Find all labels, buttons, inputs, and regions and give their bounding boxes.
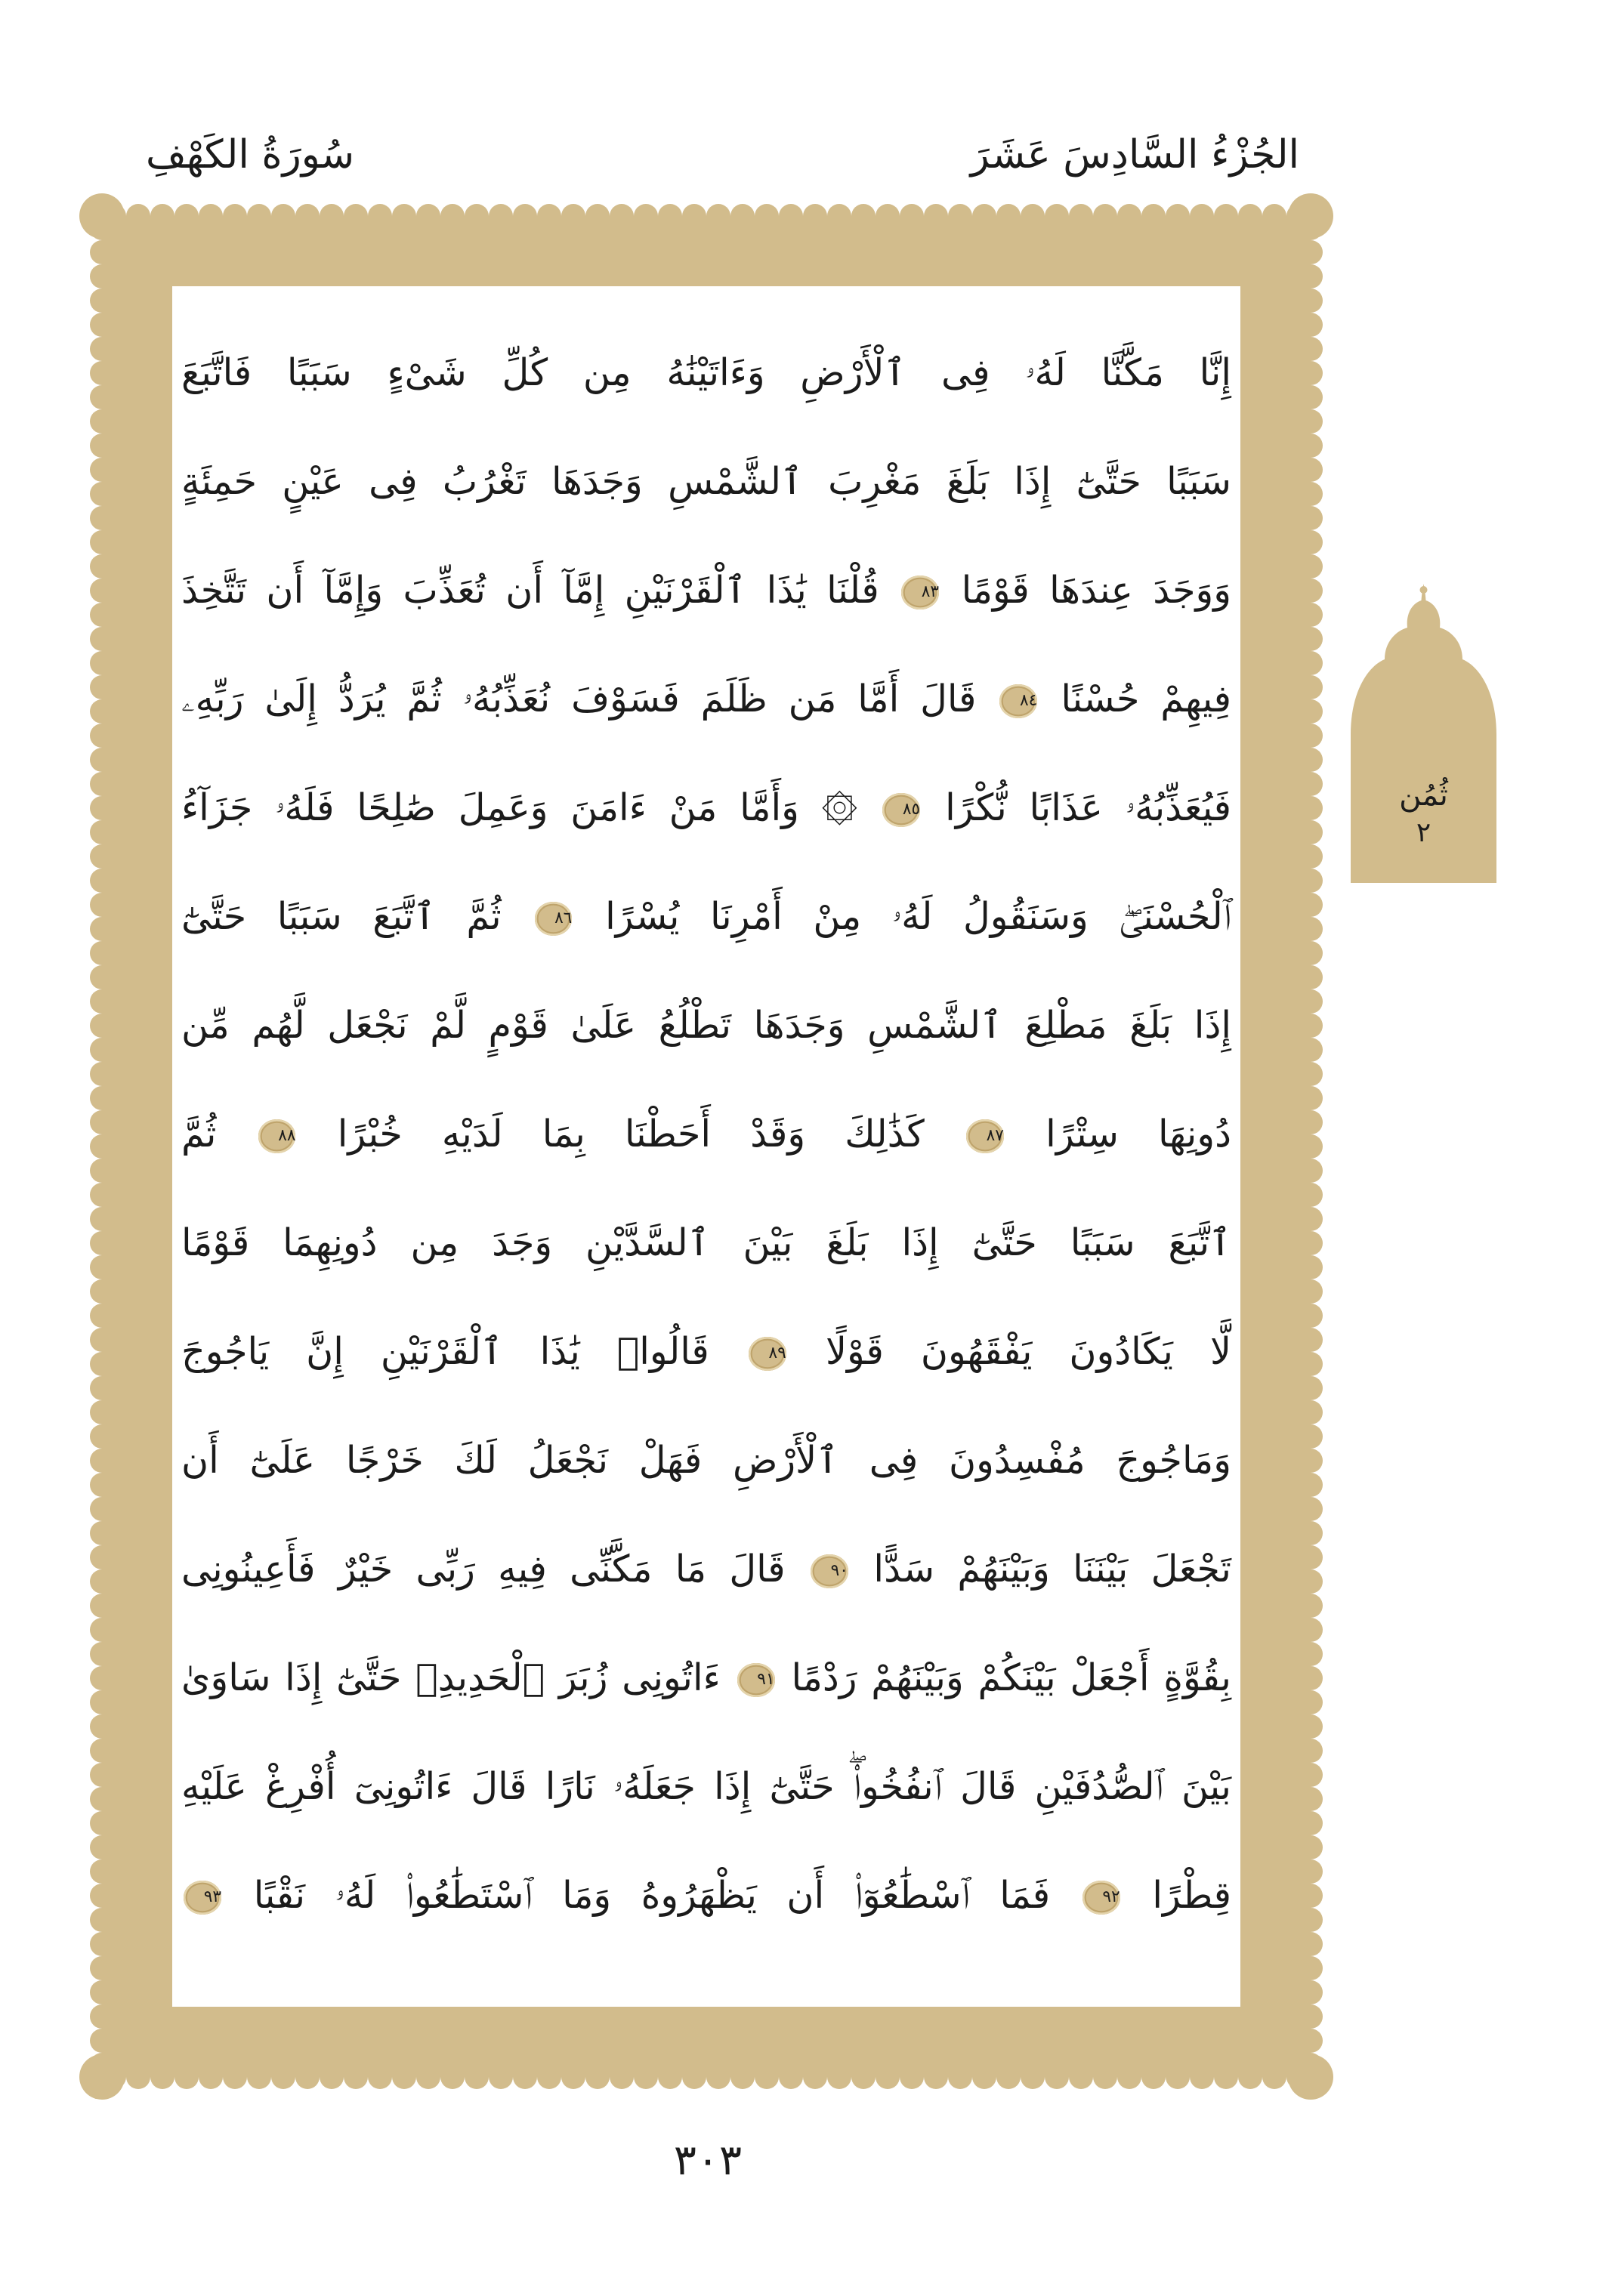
- verse-text: ءَاتُونِى زُبَرَ ٱلْحَدِيدِۖ حَتَّىٰٓ إِذَا سَاوَىٰ: [181, 1656, 721, 1699]
- ayah-number-marker: ٨٥: [882, 793, 920, 826]
- text-line: [181, 1732, 1231, 1841]
- ayah-number-marker: ٩٣: [184, 1881, 221, 1914]
- ayah-number-marker: ٨٩: [749, 1337, 786, 1370]
- verse-text: وَوَجَدَ عِندَهَا قَوْمًا: [961, 568, 1231, 612]
- verse-text: ثُمَّ ٱتَّبَعَ سَبَبًا حَتَّىٰٓ: [181, 894, 502, 938]
- verse-text: لَّا يَكَادُونَ يَفْقَهُونَ قَوْلًا: [825, 1329, 1231, 1373]
- thumn-number: ٢: [1416, 817, 1432, 848]
- text-line: [181, 1623, 1231, 1732]
- ayah-number-marker: ٨٣: [901, 576, 939, 609]
- verse-text: قِطْرًا: [1152, 1873, 1231, 1917]
- text-line: [181, 318, 1231, 427]
- verse-text: قَالَ مَا مَكَّنِّى فِيهِ رَبِّى خَيْرٌ فَأَعِينُونِى: [181, 1547, 786, 1591]
- text-line: [181, 753, 1231, 862]
- verse-text: وَمَاجُوجَ مُفْسِدُونَ فِى ٱلْأَرْضِ فَهَلْ نَجْعَلُ لَكَ خَرْجًا عَلَىٰٓ أَن: [181, 1438, 1231, 1482]
- text-line: [181, 862, 1231, 971]
- juz-title: الجُزْءُ السَّادِسَ عَشَرَ: [970, 132, 1299, 177]
- ayah-number-marker: ٨٧: [966, 1119, 1004, 1153]
- ayah-number-marker: ٩٠: [811, 1554, 848, 1588]
- text-line: [181, 644, 1231, 753]
- verse-text: تَجْعَلَ بَيْنَنَا وَبَيْنَهُمْ سَدًّا: [873, 1547, 1231, 1591]
- verse-text: فَمَا ٱسْطَٰعُوٓا۟ أَن يَظْهَرُوهُ وَمَا ٱسْتَطَٰعُوا۟ لَهُۥ نَقْبًا: [253, 1873, 1051, 1917]
- text-line: [181, 1079, 1231, 1188]
- text-line: [181, 1188, 1231, 1297]
- ayah-number-marker: ٨٦: [535, 902, 573, 935]
- verse-text: ٱتَّبَعَ سَبَبًا حَتَّىٰٓ إِذَا بَلَغَ بَيْنَ ٱلسَّدَّيْنِ وَجَدَ مِن دُونِهِمَا قَوْمًا: [181, 1221, 1231, 1264]
- verse-text: قُلْنَا يَٰذَا ٱلْقَرْنَيْنِ إِمَّآ أَن تُعَذِّبَ وَإِمَّآ أَن تَتَّخِذَ: [181, 568, 879, 612]
- page-number: ٣٠٣: [673, 2136, 743, 2185]
- verse-text: بَيْنَ ٱلصُّدُفَيْنِ قَالَ ٱنفُخُوا۟ۖ حَتَّىٰٓ إِذَا جَعَلَهُۥ نَارًا قَالَ ءَاتُونِىٓ أُفْرِغْ عَلَيْهِ: [181, 1764, 1231, 1808]
- ayah-number-marker: ٩٢: [1083, 1881, 1120, 1914]
- verse-text: دُونِهَا سِتْرًا: [1045, 1112, 1231, 1156]
- verse-text: فَيُعَذِّبُهُۥ عَذَابًا نُّكْرًا: [945, 785, 1231, 829]
- text-line: [181, 1514, 1231, 1623]
- verse-text: فِيهِمْ حُسْنًا: [1061, 677, 1231, 721]
- verse-text: قَالَ أَمَّا مَن ظَلَمَ فَسَوْفَ نُعَذِّبُهُۥ ثُمَّ يُرَدُّ إِلَىٰ رَبِّهِۦ: [181, 677, 977, 721]
- text-line: [181, 427, 1231, 535]
- text-line: [181, 1841, 1231, 1949]
- verse-text: ۞ وَأَمَّا مَنْ ءَامَنَ وَعَمِلَ صَٰلِحًا فَلَهُۥ جَزَآءُ: [181, 785, 858, 829]
- text-line: [181, 971, 1231, 1079]
- verse-text: كَذَٰلِكَ وَقَدْ أَحَطْنَا بِمَا لَدَيْهِ خُبْرًا: [337, 1112, 925, 1156]
- verse-text: قَالُوا۟ يَٰذَا ٱلْقَرْنَيْنِ إِنَّ يَاجُوجَ: [181, 1329, 709, 1373]
- verse-text: إِذَا بَلَغَ مَطْلِعَ ٱلشَّمْسِ وَجَدَهَا تَطْلُعُ عَلَىٰ قَوْمٍ لَّمْ نَجْعَل لَّهُم مِّن: [181, 1003, 1231, 1047]
- verse-text: ثُمَّ: [181, 1112, 217, 1156]
- verse-text: ٱلْحُسْنَىٰۖ وَسَنَقُولُ لَهُۥ مِنْ أَمْرِنَا يُسْرًا: [605, 894, 1231, 938]
- surah-title: سُورَةُ الكَهْفِ: [146, 132, 355, 177]
- thumn-label: ثُمُن: [1399, 778, 1448, 813]
- ayah-number-marker: ٨٤: [999, 684, 1037, 718]
- verse-text: بِقُوَّةٍ أَجْعَلْ بَيْنَكُمْ وَبَيْنَهُمْ رَدْمًا: [791, 1656, 1231, 1699]
- ayah-number-marker: ٩١: [737, 1663, 775, 1696]
- text-line: [181, 1406, 1231, 1514]
- verse-text: إِنَّا مَكَّنَّا لَهُۥ فِى ٱلْأَرْضِ وَءَاتَيْنَٰهُ مِن كُلِّ شَىْءٍ سَبَبًا فَاتَّبَعَ: [181, 350, 1231, 394]
- verse-text: سَبَبًا حَتَّىٰٓ إِذَا بَلَغَ مَغْرِبَ ٱلشَّمْسِ وَجَدَهَا تَغْرُبُ فِى عَيْنٍ حَمِئَةٍ: [181, 459, 1231, 503]
- ayah-number-marker: ٨٨: [258, 1119, 296, 1153]
- quran-text-block: [181, 318, 1231, 1949]
- thumn-section-marker: [1351, 584, 1496, 883]
- text-line: [181, 1297, 1231, 1406]
- text-line: [181, 535, 1231, 644]
